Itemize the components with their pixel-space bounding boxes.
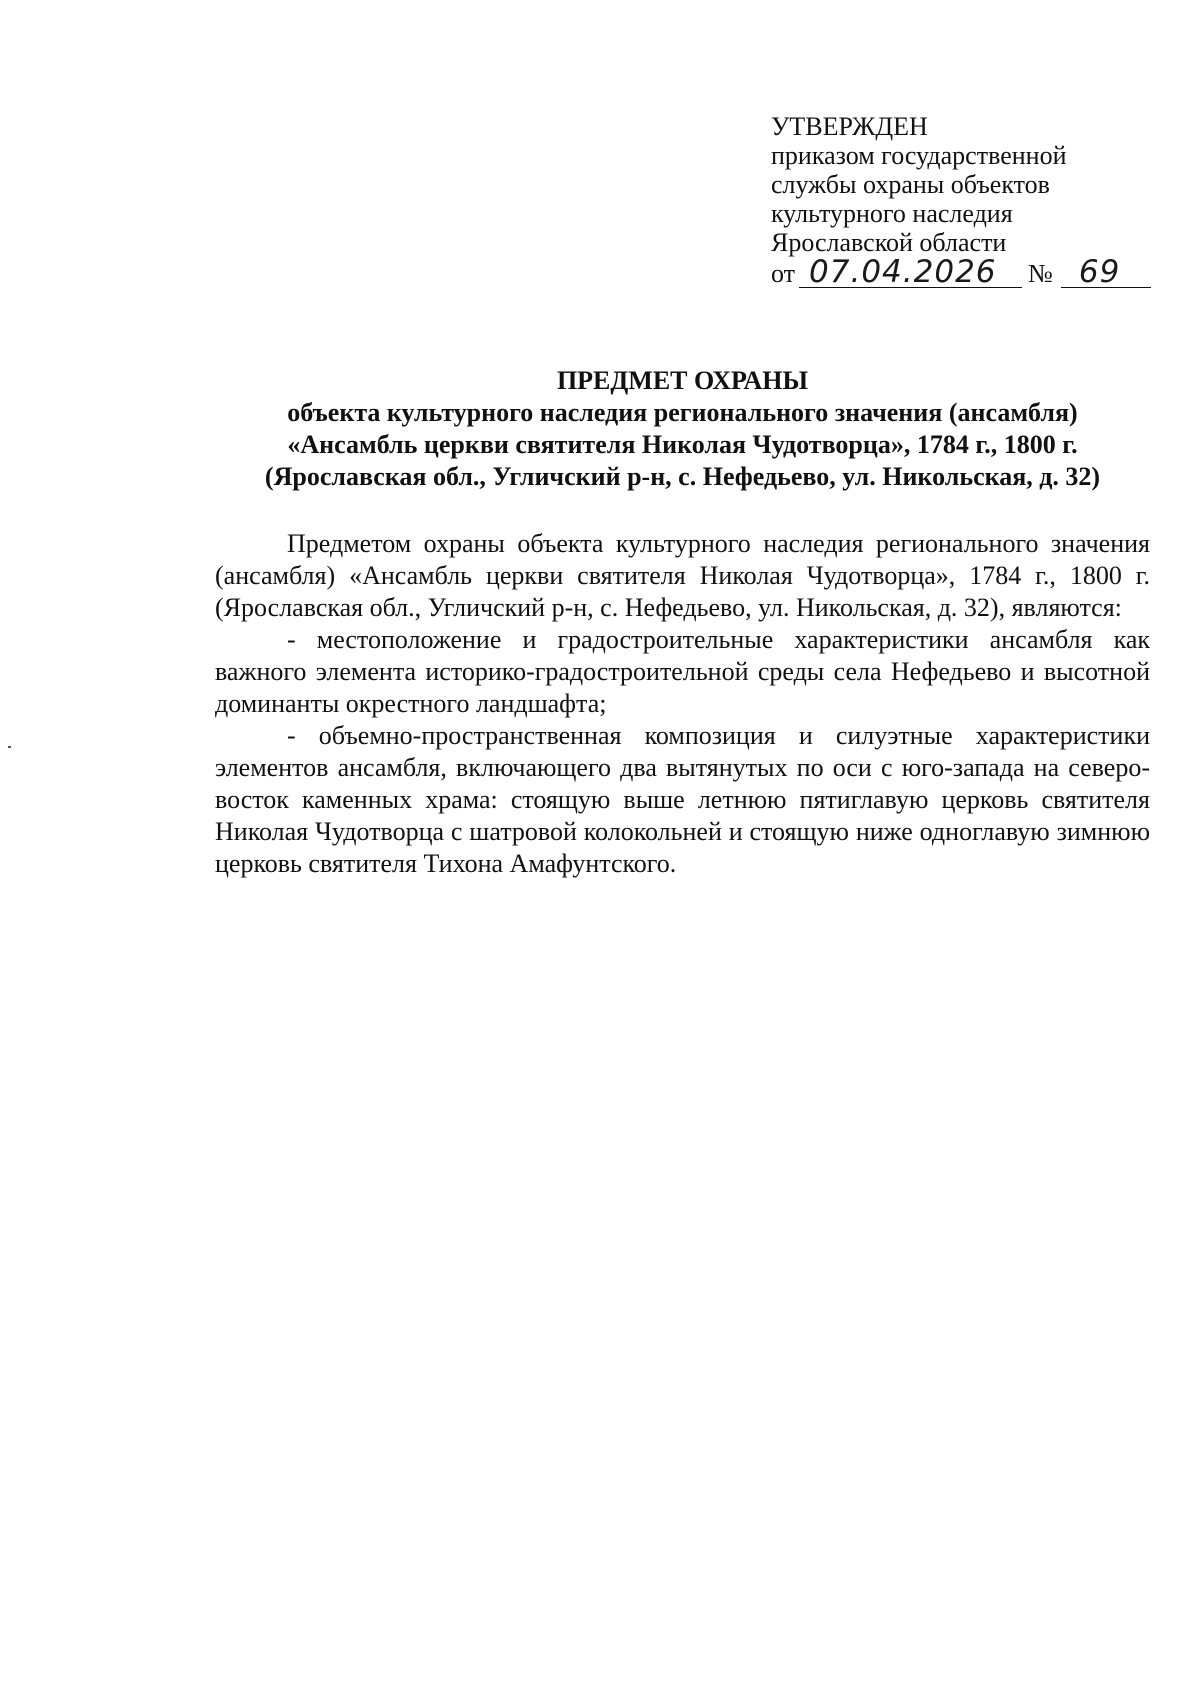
body-paragraph-location: - местоположение и градостроительные характеристики ансамбля как важного элемента историко-градостроительной среды села Нефедьево и высотной доминанты окрестного ландшафта; [215,625,1150,718]
approval-number-handwritten: 69 [1061,257,1151,288]
approval-line-order: приказом государственной [771,141,1067,170]
document-subtitle-line-1: объекта культурного наследия регионального значения (ансамбля) [287,398,1078,427]
approval-date-handwritten: 07.04.2026 [799,257,1022,288]
document-subtitle-line-3: (Ярославская обл., Угличский р-н, с. Нефедьево, ул. Никольская, д. 32) [264,462,1101,491]
document-subtitle-line-2: «Ансамбль церкви святителя Николая Чудотворца», 1784 г., 1800 г. [287,430,1078,459]
body-paragraph-intro: Предметом охраны объекта культурного наследия регионального значения (ансамбля) «Ансамбль церкви святителя Николая Чудотворца», 1784 г., 1800 г. (Ярославская обл., Угличский р-н, с. Нефедьево, ул. Никольская, д. 32), являются: [215,529,1150,622]
approval-from-label: от [771,259,796,288]
approval-line-heritage: культурного наследия [771,199,1013,228]
approval-line-region: Ярославской области [771,228,1007,257]
document-heading: ПРЕДМЕТ ОХРАНЫ [556,366,809,395]
document-body [215,528,1150,880]
body-paragraph-composition: - объемно-пространственная композиция и силуэтные характеристики элементов ансамбля, включающего два вытянутых по оси с юго-запада на северо-восток каменных храма: стоящую выше летнюю пятиглавую церковь святителя Николая Чудотворца с шатровой колокольней и стоящую ниже одноглавую зимнюю церковь святителя Тихона Амафунтского. [215,721,1150,878]
approval-line-service: службы охраны объектов [771,170,1050,199]
document-title-block [215,365,1150,493]
scan-speck [8,746,11,748]
approval-heading: УТВЕРЖДЕН [771,112,928,141]
approval-number-label: № [1028,259,1053,288]
approval-order-line [771,254,1151,290]
approval-stamp-block [771,112,1151,288]
